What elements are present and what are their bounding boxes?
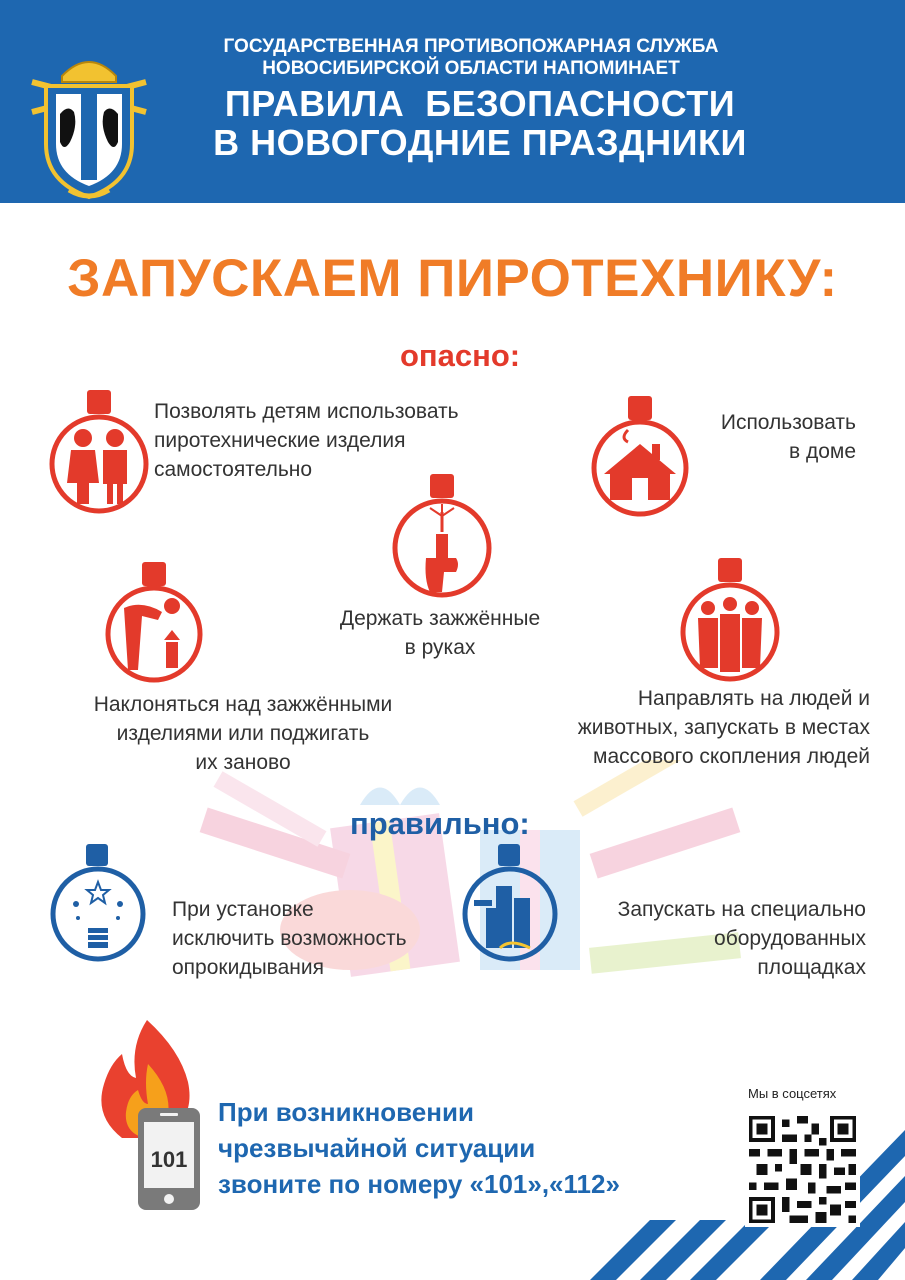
person-bending-icon — [102, 560, 206, 688]
emblem-icon — [24, 52, 154, 200]
correct-text-line: площадках — [757, 956, 866, 979]
danger-text-line: в руках — [404, 636, 476, 659]
children-icon — [47, 388, 151, 518]
danger-text-line: Позволять детям использовать — [154, 400, 459, 423]
header-banner — [0, 0, 905, 203]
qr-code[interactable] — [745, 1112, 860, 1227]
header-title — [160, 84, 800, 162]
danger-text-line: Использовать — [720, 411, 856, 434]
header-subtitle-line1: ГОСУДАРСТВЕННАЯ ПРОТИВОПОЖАРНАЯ СЛУЖБА — [223, 36, 719, 57]
danger-text-line: в доме — [788, 440, 856, 463]
danger-text-line: Держать зажжённые — [339, 607, 541, 630]
danger-heading: опасно: — [400, 338, 521, 373]
correct-text-line: исключить возможность — [172, 927, 407, 950]
emergency-line: чрезвычайной ситуации — [218, 1133, 536, 1163]
city-area-icon — [460, 842, 560, 966]
danger-item-house — [660, 408, 856, 466]
danger-text-line: пиротехнические изделия — [154, 429, 406, 452]
firework-battery-icon — [48, 842, 148, 966]
hand-firework-icon — [390, 472, 494, 602]
danger-item-hand — [310, 604, 570, 662]
correct-text-line: Запускать на специально — [617, 898, 866, 921]
header-subtitle-line2: НОВОСИБИРСКОЙ ОБЛАСТИ НАПОМИНАЕТ — [262, 58, 680, 79]
social-label: Мы в соцсетях — [748, 1086, 837, 1101]
page-title: ЗАПУСКАЕМ ПИРОТЕХНИКУ: — [67, 249, 838, 308]
danger-text-line: животных, запускать в местах — [577, 716, 870, 739]
danger-text-line: массового скопления людей — [593, 745, 870, 768]
header-subtitle — [175, 36, 767, 80]
danger-text-line: Направлять на людей и — [637, 687, 870, 710]
danger-item-crowd — [520, 684, 870, 771]
header-title-line2: В НОВОГОДНИЕ ПРАЗДНИКИ — [213, 122, 747, 163]
danger-text-line: их заново — [195, 751, 291, 774]
crowd-icon — [678, 556, 782, 686]
correct-item-area — [566, 895, 866, 982]
danger-text-line: самостоятельно — [154, 458, 313, 481]
correct-text-line: При установке — [172, 898, 314, 921]
emergency-line: звоните по номеру «101»,«112» — [218, 1169, 620, 1199]
correct-text-line: опрокидывания — [172, 956, 324, 979]
danger-text-line: изделиями или поджигать — [116, 722, 370, 745]
emergency-line: При возникновении — [218, 1097, 474, 1127]
correct-text-line: оборудованных — [714, 927, 866, 950]
danger-text-line: Наклоняться над зажжёнными — [93, 693, 393, 716]
correct-item-stable — [172, 895, 407, 982]
correct-heading: правильно: — [350, 806, 530, 841]
danger-item-bending — [60, 690, 426, 777]
phone-number-label: 101 — [150, 1147, 188, 1172]
danger-item-children — [154, 397, 459, 484]
header-title-line1: ПРАВИЛА БЕЗОПАСНОСТИ — [224, 83, 736, 124]
